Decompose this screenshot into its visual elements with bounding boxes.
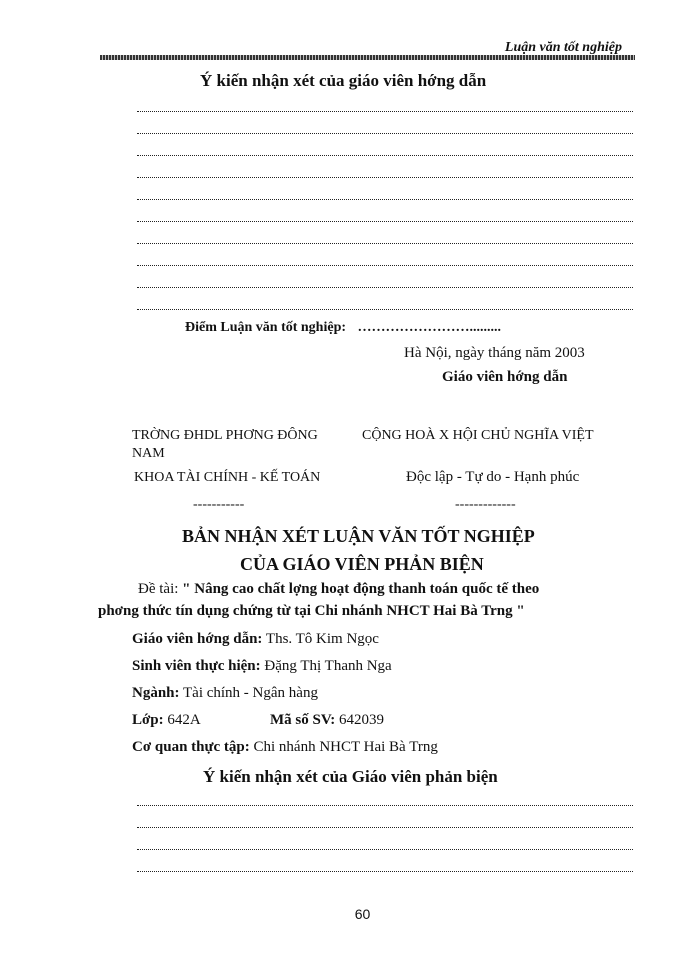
major-label: Ngành:: [132, 685, 180, 701]
republic-title: CỘNG HOÀ X HỘI CHỦ NGHĨA VIỆT: [362, 428, 594, 443]
topic-label: Đề tài:: [138, 581, 179, 597]
topic-text: " Nâng cao chất lợng hoạt động thanh toán quốc tế theo: [178, 581, 540, 597]
student-id-label: Mã số SV:: [270, 712, 336, 728]
dotted-line: [137, 110, 633, 112]
internship-row: [132, 739, 438, 756]
major-value: Tài chính - Ngân hàng: [179, 685, 318, 701]
school-name: TRỜNG ĐHDL PHƠNG ĐÔNG: [132, 428, 318, 443]
advisor-row: [132, 631, 379, 648]
grade-label: Điểm Luận văn tốt nghiệp:: [185, 320, 347, 335]
dotted-line: [137, 804, 633, 806]
school-name-continued: NAM: [132, 446, 165, 461]
date-line: Hà Nội, ngày tháng năm 2003: [404, 345, 585, 361]
dotted-line: [137, 870, 633, 872]
dotted-line: [137, 220, 633, 222]
divider-right: -------------: [455, 497, 516, 512]
advisor-heading: Ý kiến nhận xét của giáo viên hớng dẫn: [200, 71, 487, 90]
dotted-line: [137, 198, 633, 200]
topic-line: [138, 581, 539, 598]
dotted-line: [137, 176, 633, 178]
dotted-line: [137, 264, 633, 266]
student-label: Sinh viên thực hiện:: [132, 658, 261, 674]
topic-text-continued: phơng thức tín dụng chứng từ tại Chi nhánh NHCT Hai Bà Trng ": [98, 603, 525, 619]
internship-value: Chi nhánh NHCT Hai Bà Trng: [249, 739, 438, 755]
grade-row: [185, 320, 501, 336]
advisor-value: Ths. Tô Kim Ngọc: [262, 631, 379, 647]
faculty-name: KHOA TÀI CHÍNH - KẾ TOÁN: [134, 470, 321, 485]
student-id-value: 642039: [335, 712, 385, 728]
student-id-row: [270, 712, 384, 729]
dotted-line: [137, 848, 633, 850]
grade-value: …………………….........: [357, 320, 502, 335]
student-row: [132, 658, 392, 675]
dotted-line: [137, 826, 633, 828]
major-row: [132, 685, 318, 702]
dotted-line: [137, 286, 633, 288]
dotted-line: [137, 242, 633, 244]
student-value: Đặng Thị Thanh Nga: [260, 658, 392, 674]
header-rule: [100, 55, 635, 60]
internship-label: Cơ quan thực tập:: [132, 739, 250, 755]
dotted-line: [137, 132, 633, 134]
national-motto: Độc lập - Tự do - Hạnh phúc: [406, 469, 580, 485]
form-title: BẢN NHẬN XÉT LUẬN VĂN TỐT NGHIỆP: [182, 526, 535, 546]
dotted-line: [137, 154, 633, 156]
form-subtitle: CỦA GIÁO VIÊN PHẢN BIỆN: [240, 554, 484, 574]
advisor-label: Giáo viên hớng dẫn:: [132, 631, 263, 647]
advisor-signature: Giáo viên hớng dẫn: [442, 369, 568, 385]
reviewer-heading: Ý kiến nhận xét của Giáo viên phản biện: [203, 767, 498, 786]
class-label: Lớp:: [132, 712, 164, 728]
page-number: 60: [354, 906, 371, 922]
class-value: 642A: [163, 712, 201, 728]
dotted-line: [137, 308, 633, 310]
running-header: Luận văn tốt nghiệp: [504, 40, 622, 55]
divider-left: -----------: [193, 497, 245, 512]
class-row: [132, 712, 201, 729]
